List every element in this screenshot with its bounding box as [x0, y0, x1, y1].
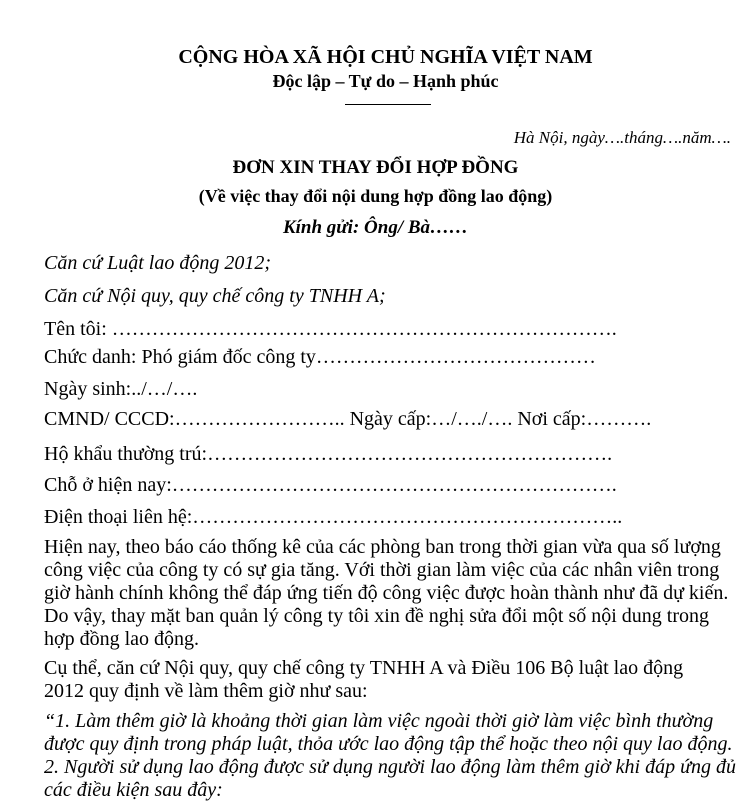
- place-date: Hà Nội, ngày….tháng….năm….: [513, 128, 731, 147]
- quoted-article: [44, 710, 737, 802]
- paragraph-line: hợp đồng lao động.: [44, 628, 200, 650]
- field-birth-date: Ngày sinh:../…/….: [44, 378, 198, 400]
- document-title: ĐƠN XIN THAY ĐỔI HỢP ĐỒNG: [232, 157, 519, 178]
- motto: Độc lập – Tự do – Hạnh phúc: [272, 71, 499, 91]
- paragraph-line: Hiện nay, theo báo cáo thống kê của các phòng ban trong thời gian vừa qua số lượng: [44, 536, 721, 558]
- request-paragraph: [44, 536, 734, 651]
- legal-reference-paragraph: [44, 657, 734, 703]
- field-position: Chức danh: Phó giám đốc công ty……………………………………: [44, 346, 596, 368]
- field-phone: Điện thoại liên hệ:………………………………………………………..: [44, 506, 623, 528]
- document-subtitle: (Về việc thay đổi nội dung hợp đồng lao động): [198, 186, 553, 206]
- quote-line: được quy định trong pháp luật, thỏa ước lao động tập thể hoặc theo nội quy lao động.: [44, 733, 733, 755]
- recipient-line: Kính gửi: Ông/ Bà……: [282, 217, 469, 238]
- country-heading: CỘNG HÒA XÃ HỘI CHỦ NGHĨA VIỆT NAM: [178, 46, 593, 68]
- field-current-address: Chỗ ở hiện nay:………………………………………………………….: [44, 474, 617, 496]
- field-name: Tên tôi: ………………………………………………………………….: [44, 318, 617, 340]
- quote-line: “1. Làm thêm giờ là khoảng thời gian làm việc ngoài thời giờ làm việc bình thường: [44, 710, 714, 732]
- quote-line: 2. Người sử dụng lao động được sử dụng người lao động làm thêm giờ khi đáp ứng đủ: [44, 756, 737, 778]
- paragraph-line: 2012 quy định về làm thêm giờ như sau:: [44, 680, 368, 702]
- paragraph-line: Cụ thể, căn cứ Nội quy, quy chế công ty TNHH A và Điều 106 Bộ luật lao động: [44, 657, 684, 679]
- header-divider: [345, 104, 431, 105]
- legal-basis-labor-law: Căn cứ Luật lao động 2012;: [44, 252, 272, 274]
- paragraph-line: Do vậy, thay mặt ban quản lý công ty tôi xin đề nghị sửa đổi một số nội dung trong: [44, 605, 710, 627]
- paragraph-line: giờ hành chính không thể đáp ứng tiến độ công việc được hoàn thành như đã dự kiến.: [44, 582, 729, 604]
- legal-basis-company-rules: Căn cứ Nội quy, quy chế công ty TNHH A;: [44, 285, 386, 307]
- field-id-card: CMND/ CCCD:…………………….. Ngày cấp:…/…./…. Nơi cấp:……….: [44, 408, 652, 430]
- paragraph-line: công việc của công ty có sự gia tăng. Với thời gian làm việc của các nhân viên trong: [44, 559, 720, 581]
- field-permanent-address: Hộ khẩu thường trú:…………………………………………………….: [44, 443, 613, 465]
- quote-line: các điều kiện sau đây:: [44, 779, 223, 801]
